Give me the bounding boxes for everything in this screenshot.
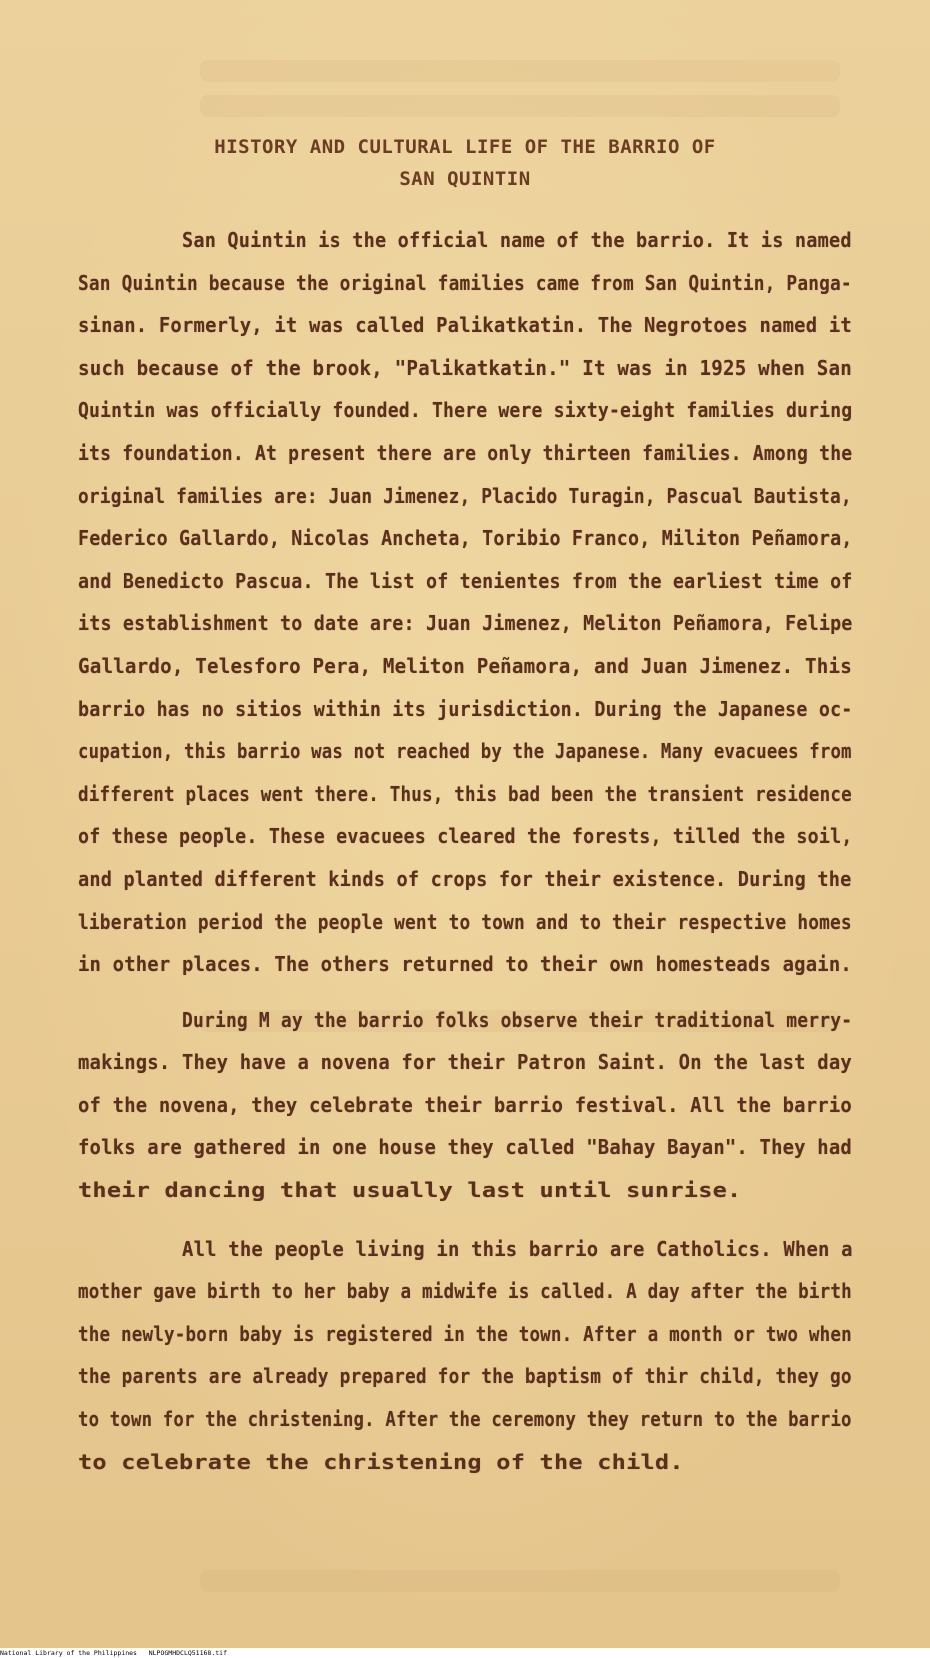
footer-library: National Library of the Philippines	[0, 1649, 137, 1657]
bleed-through-mark	[200, 95, 840, 117]
paragraph-line: folks are gathered in one house they called "Bahay Bayan". They had	[78, 1135, 852, 1160]
paragraph-line: mother gave birth to her baby a midwife is called. A day after the birth	[78, 1279, 852, 1304]
paragraph-line: different places went there. Thus, this bad been the transient residence	[78, 781, 852, 806]
paragraph-line: such because of the brook, "Palikatkatin." It was in 1925 when San	[78, 355, 852, 380]
paragraph-line: its establishment to date are: Juan Jimenez, Meliton Peñamora, Felipe	[78, 611, 853, 636]
paragraph-line: their dancing that usually last until sunrise.	[78, 1177, 742, 1202]
paragraph-first-line: All the people living in this barrio are Catholics. When a	[182, 1236, 853, 1261]
paragraph-line: to celebrate the christening of the child.	[78, 1449, 684, 1474]
paragraph-line: Quintin was officially founded. There were sixty-eight families during	[78, 398, 853, 423]
paragraph-line: cupation, this barrio was not reached by the Japanese. Many evacuees from	[78, 739, 852, 764]
paragraph-line: and planted different kinds of crops for their existence. During the	[78, 867, 852, 891]
paragraph-line: Federico Gallardo, Nicolas Ancheta, Toribio Franco, Militon Peñamora,	[78, 526, 853, 551]
paragraph-line: of these people. These evacuees cleared the forests, tilled the soil,	[78, 824, 853, 849]
paragraph-line: of the novena, they celebrate their barrio festival. All the barrio	[78, 1092, 852, 1117]
paragraph-line: its foundation. At present there are only thirteen families. Among the	[78, 441, 853, 465]
bleed-through-mark	[200, 60, 840, 82]
paragraph-line: and Benedicto Pascua. The list of tenientes from the earliest time of	[78, 568, 853, 593]
paragraph-line: liberation period the people went to town and to their respective homes	[78, 909, 852, 934]
paragraph-line: San Quintin because the original families came from San Quintin, Panga-	[78, 270, 852, 295]
paragraph-line: in other places. The others returned to their own homesteads again.	[78, 952, 852, 977]
paragraph-first-line: During M ay the barrio folks observe their traditional merry-	[182, 1007, 853, 1032]
scan-footer	[0, 1648, 930, 1658]
footer-filename: NLPOGMHDCLQ51168.tif	[148, 1649, 227, 1657]
paragraph-line: the parents are already prepared for the baptism of thir child, they go	[78, 1364, 852, 1389]
document-subtitle: SAN QUINTIN	[399, 168, 531, 190]
paragraph-first-line: San Quintin is the official name of the barrio. It is named	[182, 228, 852, 252]
paragraph-line: barrio has no sitios within its jurisdiction. During the Japanese oc-	[78, 696, 853, 721]
paragraph-line: original families are: Juan Jimenez, Placido Turagin, Pascual Bautista,	[78, 483, 852, 508]
paragraph-line: makings. They have a novena for their Patron Saint. On the last day	[78, 1050, 852, 1075]
paragraph-line: Gallardo, Telesforo Pera, Meliton Peñamora, and Juan Jimenez. This	[78, 654, 852, 678]
paragraph-line: to town for the christening. After the ceremony they return to the barrio	[78, 1406, 852, 1431]
bleed-through-mark	[200, 1570, 840, 1592]
paragraph-line: sinan. Formerly, it was called Palikatkatin. The Negrotoes named it	[78, 313, 852, 338]
document-title: HISTORY AND CULTURAL LIFE OF THE BARRIO OF	[214, 136, 716, 158]
paragraph-line: the newly-born baby is registered in the town. After a month or two when	[78, 1321, 852, 1346]
